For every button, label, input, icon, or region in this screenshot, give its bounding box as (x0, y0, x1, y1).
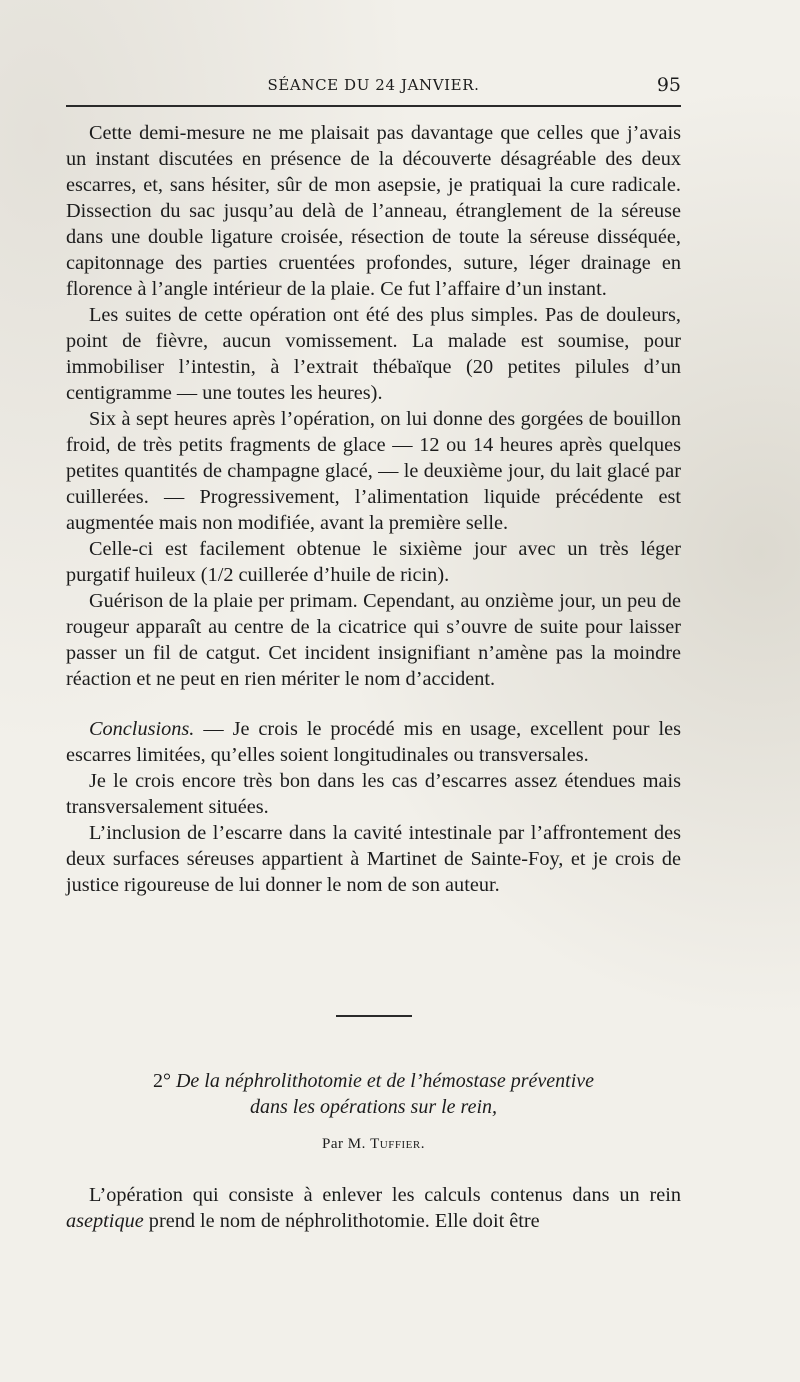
conclusions-paragraph (66, 716, 681, 768)
paragraph: Je le crois encore très bon dans les cas d’escarres assez étendues mais transversalement situées. (66, 770, 681, 818)
running-title: SÉANCE DU 24 JANVIER. (267, 76, 480, 94)
paragraph (66, 1182, 681, 1234)
paragraph: L’inclusion de l’escarre dans la cavité intestinale par l’affrontement des deux surfaces séreuses appartient à Martinet de Sainte-Foy, et je crois de justice rigoureuse de lui donner le nom de son auteur. (66, 822, 681, 896)
article-title-line2: dans les opérations sur le rein, (249, 1096, 498, 1118)
article-byline (66, 1136, 681, 1153)
conclusions-label: Conclusions. (89, 718, 195, 740)
article-body (66, 1182, 681, 1234)
closing-italic: aseptique (66, 1210, 144, 1232)
paragraph: Celle-ci est facilement obtenue le sixième jour avec un très léger purgatif huileux (1/2 cuillerée d’huile de ricin). (66, 538, 681, 586)
paragraph: Les suites de cette opération ont été des plus simples. Pas de douleurs, point de fièvre, aucun vomissement. La malade est soumise, pour immobiliser l’intestin, à l’extrait thébaïque (20 petites pilules d’un centigramme — une toutes les heures). (66, 304, 681, 404)
page-number: 95 (656, 74, 681, 96)
closing-text-before: L’opération qui consiste à enlever les calculs contenus dans un rein (89, 1184, 681, 1206)
paragraph: Guérison de la plaie per primam. Cependant, au onzième jour, un peu de rougeur apparaît au centre de la cicatrice qui s’ouvre de suite pour laisser passer un fil de catgut. Cet incident insignifiant n’amène pas la moindre réaction et ne peut en rien mériter le nom d’accident. (66, 590, 681, 690)
article-number: 2° (152, 1070, 171, 1092)
paragraph: Six à sept heures après l’opération, on lui donne des gorgées de bouillon froid, de très petits fragments de glace — 12 ou 14 heures après quelques petites quantités de champagne glacé, — le deuxième jour, du lait glacé par cuillerées. — Progressivement, l’alimentation liquide précédente est augmentée mais non modifiée, avant la première selle. (66, 408, 681, 534)
article-title-line1 (153, 1070, 594, 1092)
closing-text-after: prend le nom de néphrolithotomie. Elle doit être (143, 1210, 540, 1232)
header-rule (66, 105, 681, 107)
main-text (66, 120, 681, 898)
paragraph: Cette demi-mesure ne me plaisait pas davantage que celles que j’avais un instant discutées en présence de la découverte désagréable des deux escarres, et, sans hésiter, sûr de mon asepsie, je pratiquai la cure radicale. Dissection du sac jusqu’au delà de l’anneau, étranglement de la séreuse dans une double ligature croisée, résection de toute la séreuse disséquée, capitonnage des parties cruentées profondes, suture, léger drainage en florence à l’angle intérieur de la plaie. Ce fut l’affaire d’un instant. (66, 122, 681, 300)
byline-prefix: Par M. (322, 1136, 366, 1152)
running-head (66, 74, 681, 100)
article-title (66, 1068, 681, 1120)
byline-author: Tuffier. (370, 1136, 425, 1152)
conclusions-text: — Je crois le procédé mis en usage, excellent pour les escarres limitées, qu’elles soient longitudinales ou transversales. (66, 718, 681, 766)
article-title-text: De la néphrolithotomie et de l’hémostase préventive (175, 1070, 595, 1092)
section-separator (336, 1015, 412, 1017)
